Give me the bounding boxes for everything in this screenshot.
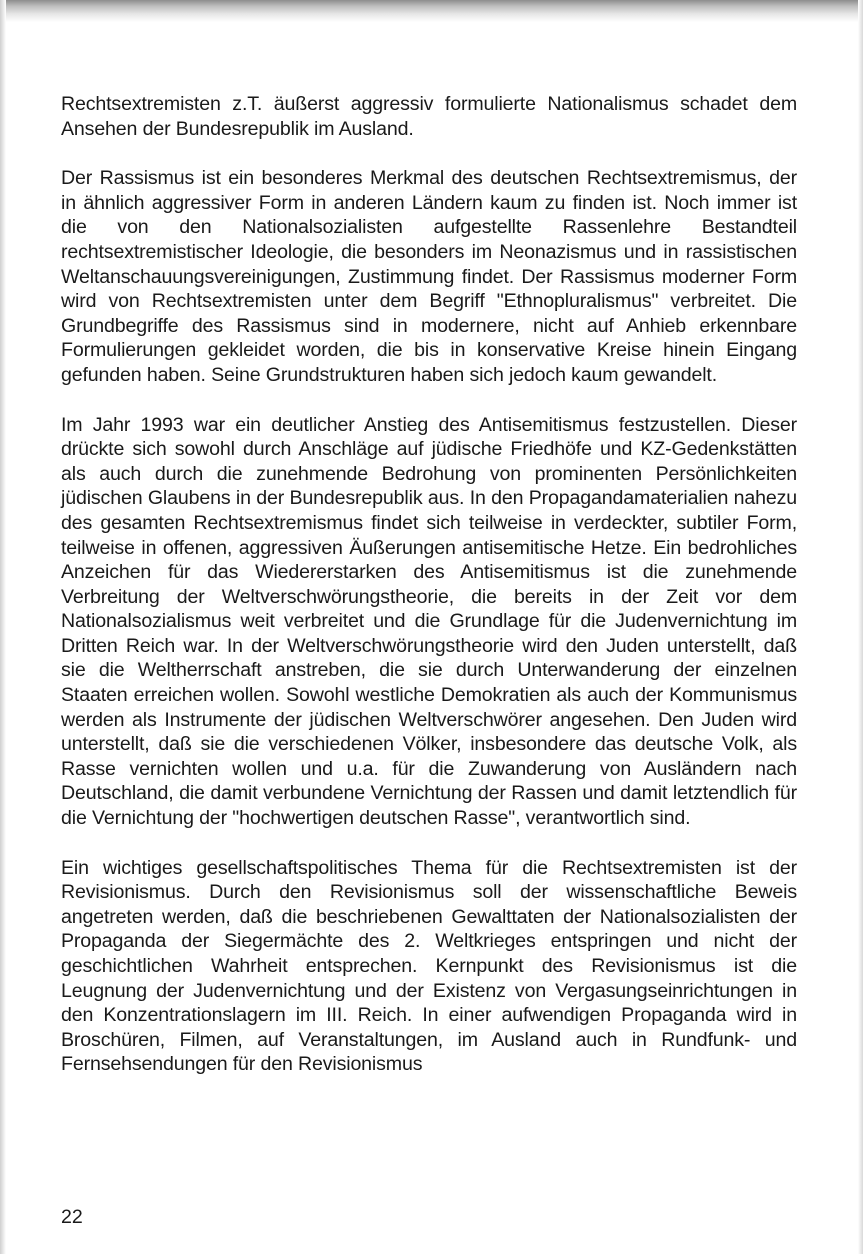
scan-edge-left bbox=[0, 0, 6, 1254]
paragraph-racism: Der Rassismus ist ein besonderes Merkmal des deutschen Rechtsextremismus, der in ähnlich aggressiver Form in anderen Ländern kaum zu finden ist. Noch immer ist die von den Nationalsozialisten aufgestellte Rassenlehre Bestandteil rechtsextremistischer Ideologie, die besonders im Neonazismus und in rassistischen Weltanschauungsvereinigungen, Zustimmung findet. Der Rassismus moderner Form wird von Rechtsextremisten unter dem Begriff "Ethnopluralismus" verbreitet. Die Grundbegriffe des Rassismus sind in modernere, nicht auf Anhieb erkennbare Formulierungen gekleidet worden, die bis in konservative Kreise hinein Eingang gefunden haben. Seine Grundstrukturen haben sich jedoch kaum gewandelt. bbox=[61, 167, 797, 386]
page-number: 22 bbox=[61, 1206, 83, 1228]
page-body bbox=[61, 86, 797, 1102]
paragraph-nationalism: Rechtsextremisten z.T. äußerst aggressiv formulierte Nationalismus schadet dem Ansehen der Bundesrepublik im Ausland. bbox=[61, 93, 797, 140]
scan-edge-top bbox=[0, 0, 863, 22]
scan-edge-right bbox=[858, 0, 863, 1254]
paragraph-revisionism: Ein wichtiges gesellschaftspolitisches Thema für die Rechtsextremisten ist der Revisionismus. Durch den Revisionismus soll der wissenschaftliche Beweis angetreten werden, daß die beschriebenen Gewalttaten der Nationalsozialisten der Propaganda der Siegermächte des 2. Weltkrieges entspringen und nicht der geschichtlichen Wahrheit entsprechen. Kernpunkt des Revisionismus ist die Leugnung der Judenvernichtung und der Existenz von Vergasungseinrichtungen in den Konzentrationslagern im III. Reich. In einer aufwendigen Propaganda wird in Broschüren, Filmen, auf Veranstaltungen, im Ausland auch in Rundfunk- und Fernsehsendungen für den Revisionismus bbox=[61, 856, 797, 1076]
paragraph-antisemitism: Im Jahr 1993 war ein deutlicher Anstieg des Antisemitismus festzustellen. Dieser drückte sich sowohl durch Anschläge auf jüdische Friedhöfe und KZ-Gedenkstätten als auch durch die zunehmende Bedrohung von prominenten Persönlichkeiten jüdischen Glaubens in der Bundesrepublik aus. In den Propagandamaterialien nahezu des gesamten Rechtsextremismus findet sich teilweise in verdeckter, subtiler Form, teilweise in offenen, aggressiven Äußerungen antisemitische Hetze. Ein bedrohliches Anzeichen für das Wiedererstarken des Antisemitismus ist die zunehmende Verbreitung der Weltverschwörungstheorie, die bereits in der Zeit vor dem Nationalsozialismus weit verbreitet und die Grundlage für die Judenvernichtung im Dritten Reich war. In der Weltverschwörungstheorie wird den Juden unterstellt, daß sie die Weltherrschaft anstreben, die sie durch Unterwanderung der einzelnen Staaten erreichen wollen. Sowohl westliche Demokratien als auch der Kommunismus werden als Instrumente der jüdischen Weltverschwörer angesehen. Den Juden wird unterstellt, daß sie die verschiedenen Völker, insbesondere das deutsche Volk, als Rasse vernichten wollen und u.a. für die Zuwanderung von Ausländern nach Deutschland, die damit verbundene Vernichtung der Rassen und damit letztendlich für die Vernichtung der "hochwertigen deutschen Rasse", verantwortlich sind. bbox=[61, 413, 797, 830]
